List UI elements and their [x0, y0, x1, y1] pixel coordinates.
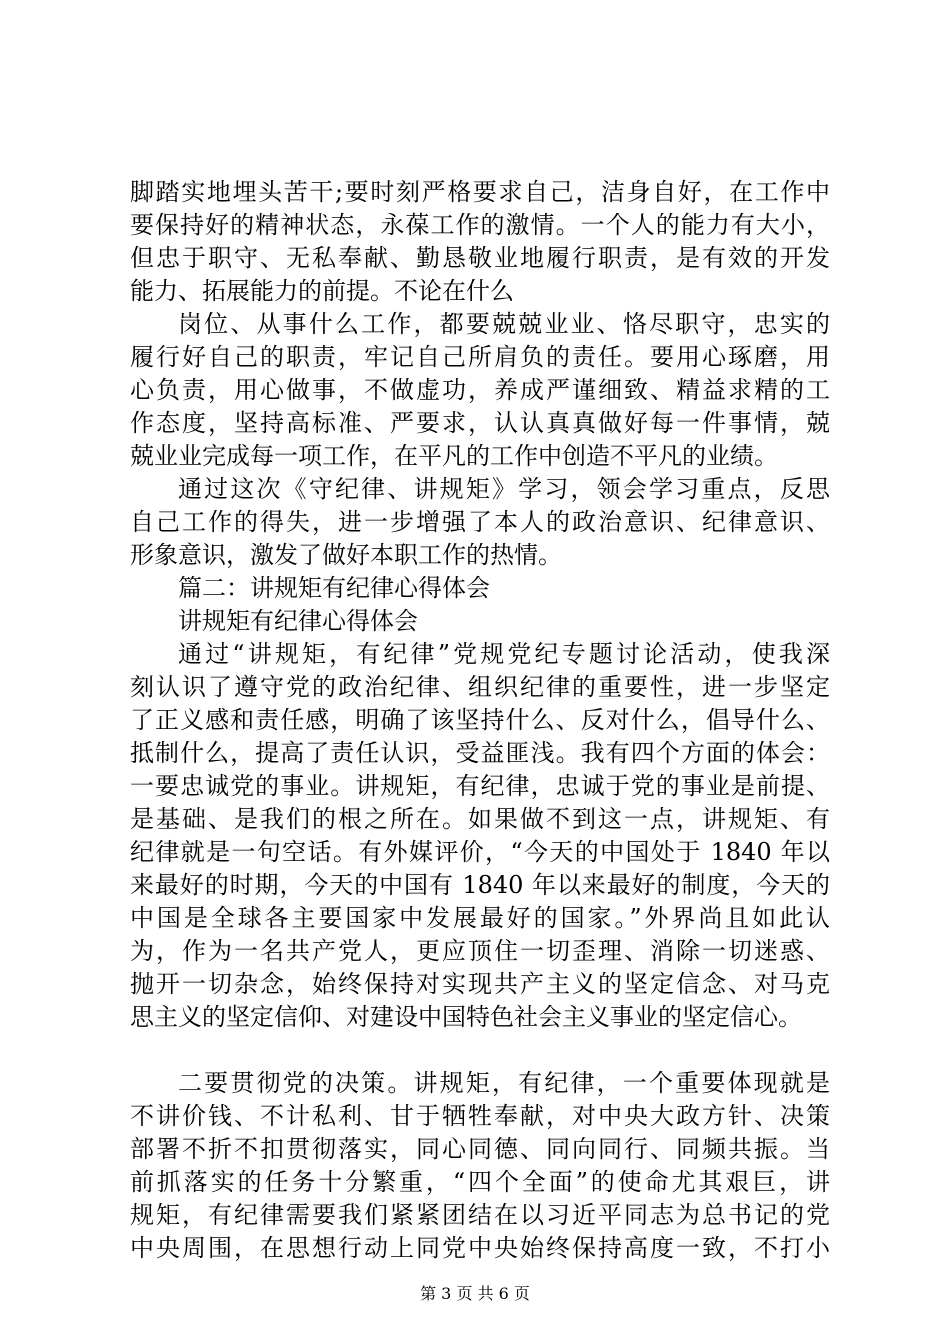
text-line: 前抓落实的任务十分繁重，“四个全面”的使命尤其艰巨，讲 — [130, 1168, 830, 1196]
text-line: 不讲价钱、不计私利、甘于牺牲奉献，对中央大政方针、决策 — [130, 1102, 830, 1130]
paragraph-gap — [130, 1034, 830, 1067]
text-line: 形象意识，激发了做好本职工作的热情。 — [130, 541, 562, 569]
text-line: 抵制什么，提高了责任认识，受益匪浅。我有四个方面的体会： — [130, 739, 830, 767]
text-line: 了正义感和责任感，明确了该坚持什么、反对什么，倡导什么、 — [130, 706, 830, 734]
section-heading: 篇二：讲规矩有纪律心得体会 — [178, 574, 490, 602]
text-line: 脚踏实地埋头苦干;要时刻严格要求自己，洁身自好，在工作中 — [130, 178, 830, 206]
text-line: 能力、拓展能力的前提。不论在什么 — [130, 277, 514, 305]
text-line: 思主义的坚定信仰、对建设中国特色社会主义事业的坚定信心。 — [130, 1003, 802, 1031]
text-line: 岗位、从事什么工作，都要兢兢业业、恪尽职守，忠实的 — [178, 310, 830, 338]
text-line: 要保持好的精神状态，永葆工作的激情。一个人的能力有大小， — [130, 211, 830, 239]
section-title: 讲规矩有纪律心得体会 — [178, 607, 418, 635]
text-line: 心负责，用心做事，不做虚功，养成严谨细致、精益求精的工 — [130, 376, 830, 404]
text-line: 为，作为一名共产党人，更应顶住一切歪理、消除一切迷惑、 — [130, 937, 830, 965]
text-line: 通过这次《守纪律、讲规矩》学习，领会学习重点，反思 — [178, 475, 830, 503]
text-line: 兢业业完成每一项工作，在平凡的工作中创造不平凡的业绩。 — [130, 442, 778, 470]
text-line: 自己工作的得失，进一步增强了本人的政治意识、纪律意识、 — [130, 508, 830, 536]
text-line: 二要贯彻党的决策。讲规矩，有纪律，一个重要体现就是 — [178, 1069, 830, 1097]
text-line: 一要忠诚党的事业。讲规矩，有纪律，忠诚于党的事业是前提、 — [130, 772, 830, 800]
page-number: 第 3 页 共 6 页 — [420, 1284, 530, 1303]
text-line: 中国是全球各主要国家中发展最好的国家。”外界尚且如此认 — [130, 904, 830, 932]
text-line: 中央周围，在思想行动上同党中央始终保持高度一致，不打小 — [130, 1234, 830, 1262]
document-body — [130, 176, 830, 1265]
text-line: 是基础、是我们的根之所在。如果做不到这一点，讲规矩、有 — [130, 805, 830, 833]
text-line: 规矩，有纪律需要我们紧紧团结在以习近平同志为总书记的党 — [130, 1201, 830, 1229]
page-footer — [0, 1284, 950, 1304]
text-line: 通过“讲规矩，有纪律”党规党纪专题讨论活动，使我深 — [178, 640, 830, 668]
text-line: 纪律就是一句空话。有外媒评价，“今天的中国处于 1840 年以 — [130, 838, 830, 866]
text-line: 作态度，坚持高标准、严要求，认认真真做好每一件事情，兢 — [130, 409, 830, 437]
text-line: 部署不折不扣贯彻落实，同心同德、同向同行、同频共振。当 — [130, 1135, 830, 1163]
text-line: 但忠于职守、无私奉献、勤恳敬业地履行职责，是有效的开发 — [130, 244, 830, 272]
text-line: 履行好自己的职责，牢记自己所肩负的责任。要用心琢磨，用 — [130, 343, 830, 371]
text-line: 刻认识了遵守党的政治纪律、组织纪律的重要性，进一步坚定 — [130, 673, 830, 701]
text-line: 来最好的时期，今天的中国有 1840 年以来最好的制度，今天的 — [130, 871, 830, 899]
text-line: 抛开一切杂念，始终保持对实现共产主义的坚定信念、对马克 — [130, 970, 830, 998]
